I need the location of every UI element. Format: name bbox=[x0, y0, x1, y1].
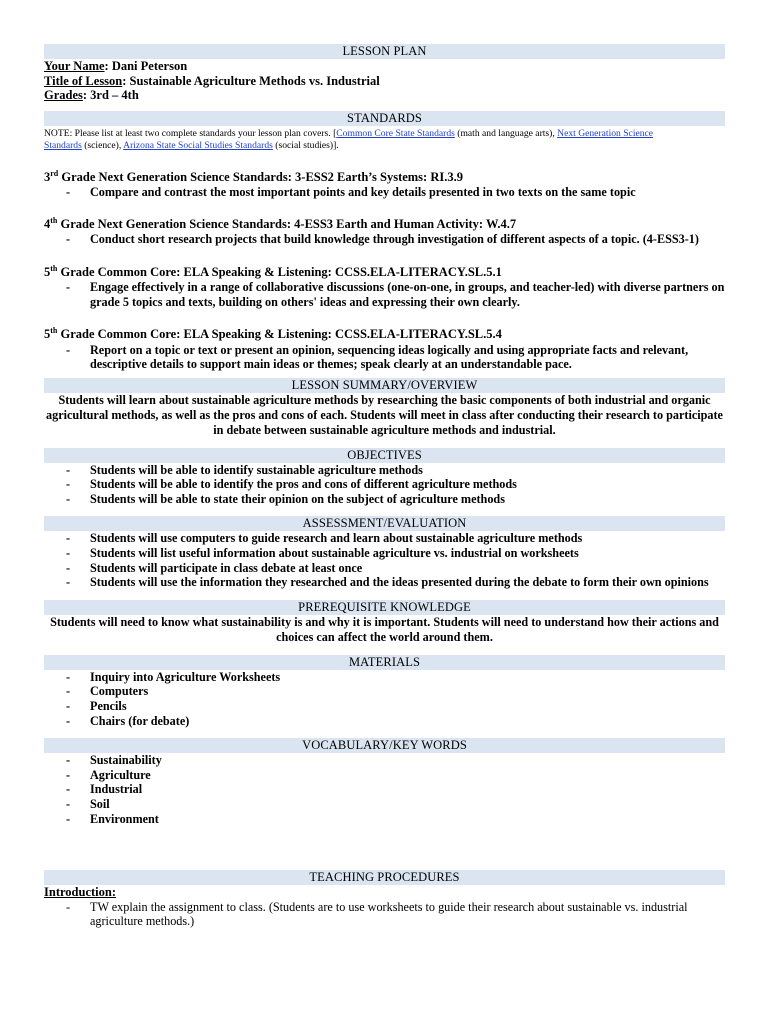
grades-label: Grades bbox=[44, 88, 83, 102]
list-item: - Sustainability bbox=[66, 753, 162, 768]
list-item: - Students will use computers to guide research and learn about sustainable agriculture methods bbox=[66, 531, 583, 546]
list-item: - Agriculture bbox=[66, 767, 151, 782]
list-item: - Students will be able to identify sustainable agriculture methods bbox=[66, 462, 423, 477]
materials-list bbox=[44, 670, 725, 728]
objectives-list bbox=[44, 463, 725, 507]
name-label: Your Name bbox=[44, 59, 105, 73]
vocab-header: VOCABULARY/KEY WORDS bbox=[44, 738, 725, 753]
list-item: - TW explain the assignment to class. (Students are to use worksheets to guide their research about sustainable vs. industrial agriculture methods.) bbox=[66, 899, 688, 929]
standard-block bbox=[44, 261, 725, 309]
note-text: (math and language arts), bbox=[454, 127, 558, 139]
list-item: - Conduct short research projects that build knowledge through investigation of different aspects of a topic. (4-ESS3-1) bbox=[66, 232, 699, 247]
vocab-list bbox=[44, 753, 725, 826]
standard-heading: 4th Grade Next Generation Science Standards: 4-ESS3 Earth and Human Activity: W.4.7 bbox=[44, 216, 517, 232]
list-item: - Compare and contrast the most important points and key details presented in two texts on the same topic bbox=[66, 184, 636, 199]
prereq-header: PREREQUISITE KNOWLEDGE bbox=[44, 600, 725, 615]
list-item: - Computers bbox=[66, 684, 149, 699]
lesson-title-label: Title of Lesson bbox=[44, 73, 123, 88]
note-text: NOTE: Please list at least two complete standards your lesson plan covers. [ bbox=[44, 127, 337, 139]
list-item: - Engage effectively in a range of collaborative discussions (one-on-one, in groups, and teacher-led) with diverse partners on grade 5 topics and texts, building on others' ideas and expressing their own clearly. bbox=[66, 280, 725, 309]
procedures-header: TEACHING PROCEDURES bbox=[44, 870, 725, 885]
procedures-list bbox=[44, 900, 725, 929]
list-item: - Pencils bbox=[66, 699, 127, 714]
name-value: : Dani Peterson bbox=[104, 59, 188, 73]
note-text: (social studies)]. bbox=[272, 139, 339, 151]
note-text: (science), bbox=[81, 139, 124, 151]
arizona-ss-link[interactable]: Arizona State Social Studies Standards bbox=[123, 139, 273, 151]
list-item: - Students will list useful information about sustainable agriculture vs. industrial on worksheets bbox=[66, 546, 579, 561]
objectives-header: OBJECTIVES bbox=[44, 448, 725, 463]
standard-block bbox=[44, 323, 725, 371]
materials-header: MATERIALS bbox=[44, 655, 725, 670]
assessment-list bbox=[44, 531, 725, 589]
ngss-link[interactable]: Next Generation Science bbox=[557, 127, 654, 139]
list-item: - Environment bbox=[66, 811, 159, 826]
lesson-plan-header: LESSON PLAN bbox=[44, 44, 725, 59]
summary-text: Students will learn about sustainable agriculture methods by researching the basic components of both industrial and organic agricultural methods, as well as the pros and cons of each. Students will meet in class after conducting their research to participate in debate between sustainable agriculture methods and industrial. bbox=[46, 392, 723, 437]
list-item: - Chairs (for debate) bbox=[66, 713, 190, 728]
list-item: - Soil bbox=[66, 797, 110, 811]
list-item: - Report on a topic or text or present an opinion, sequencing ideas logically and using appropriate facts and relevant, descriptive details to support main ideas or themes; speak clearly at an understandable pace. bbox=[66, 342, 689, 372]
list-item: - Inquiry into Agriculture Worksheets bbox=[66, 669, 281, 684]
grades-value: : 3rd – 4th bbox=[82, 88, 139, 102]
standard-heading: 5th Grade Common Core: ELA Speaking & Listening: CCSS.ELA-LITERACY.SL.5.4 bbox=[44, 326, 502, 342]
lesson-plan-document bbox=[44, 44, 725, 929]
prereq-text: Students will need to know what sustainability is and why it is important. Students will need to understand how their actions and choices can affect the world around them. bbox=[50, 614, 719, 644]
common-core-link[interactable]: Common Core State Standards bbox=[336, 127, 455, 139]
summary-header: LESSON SUMMARY/OVERVIEW bbox=[44, 378, 725, 393]
ngss-link-cont[interactable]: Standards bbox=[44, 139, 82, 151]
list-item: - Students will be able to state their opinion on the subject of agriculture methods bbox=[66, 491, 505, 506]
assessment-header: ASSESSMENT/EVALUATION bbox=[44, 516, 725, 531]
standard-heading: 3rd Grade Next Generation Science Standards: 3-ESS2 Earth’s Systems: RI.3.9 bbox=[44, 168, 463, 184]
standard-block bbox=[44, 213, 725, 247]
list-item: - Industrial bbox=[66, 782, 143, 797]
standards-header: STANDARDS bbox=[44, 111, 725, 126]
introduction-label: Introduction: bbox=[44, 885, 117, 900]
list-item: - Students will participate in class debate at least once bbox=[66, 560, 363, 575]
standard-block bbox=[44, 166, 725, 200]
grades-line bbox=[44, 88, 725, 103]
lesson-title-line bbox=[44, 74, 725, 89]
lesson-title-value: : Sustainable Agriculture Methods vs. Industrial bbox=[122, 73, 380, 88]
name-line bbox=[44, 59, 725, 74]
list-item: - Students will be able to identify the pros and cons of different agriculture methods bbox=[66, 477, 517, 492]
list-item: - Students will use the information they researched and the ideas presented during the debate to form their own opinions bbox=[66, 575, 709, 590]
standard-heading: 5th Grade Common Core: ELA Speaking & Listening: CCSS.ELA-LITERACY.SL.5.1 bbox=[44, 264, 502, 280]
standards-note bbox=[44, 128, 725, 152]
